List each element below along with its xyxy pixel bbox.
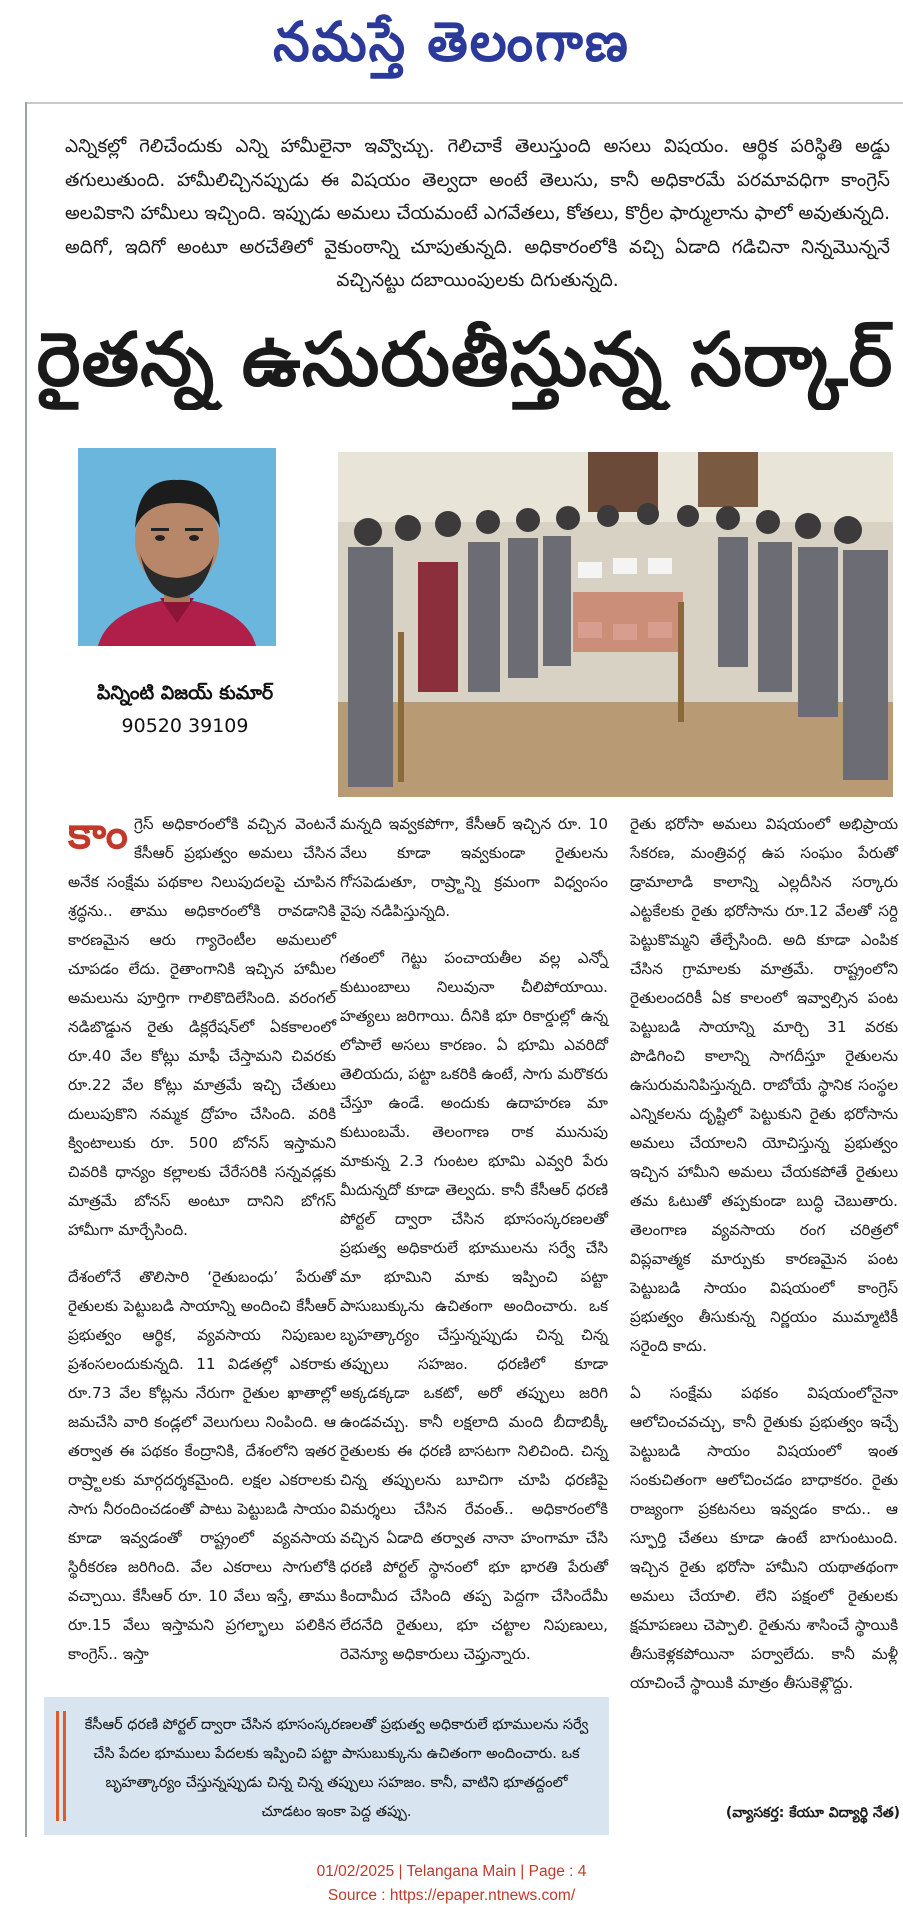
column-1-paragraph-1 xyxy=(68,810,336,1245)
author-portrait xyxy=(78,448,276,646)
intro-paragraph: ఎన్నికల్లో గెలిచేందుకు ఎన్ని హామీలైనా ఇవ్వొచ్చు. గెలిచాకే తెలుస్తుంది అసలు విషయం. ఆర్థిక పరిస్థితి అడ్డు తగులుతుంది. హామీలిచ్చినప్పుడు ఈ విషయం తెల్వదా అంటే తెలుసు, కానీ అధికారమే పరమావధిగా కాంగ్రెస్ అలవికాని హామీలు ఇచ్చింది. ఇప్పుడు అమలు చేయమంటే ఎగవేతలు, కోతలు, కొర్రీల ఫార్ములాను ఫాలో అవుతున్నది. అదిగో, ఇదిగో అంటూ అరచేతిలో వైకుంఠాన్ని చూపుతున్నది. అధికారంలోకి వచ్చి ఏడాది గడిచినా నిన్నమొన్ననే వచ్చినట్టు దబాయింపులకు దిగుతున్నది. xyxy=(65,136,890,291)
headline: రైతన్న ఉసురుతీస్తున్న సర్కార్ xyxy=(36,317,894,403)
footer-date-edition: 01/02/2025 | Telangana Main | Page : 4 xyxy=(316,1863,587,1880)
author-note: (వ్యాసకర్త: కేయూ విద్యార్థి నేత) xyxy=(725,1805,900,1821)
author-phone: 90520 39109 xyxy=(121,715,249,737)
column-1-paragraph-1-text: గ్రెస్ అధికారంలోకి వచ్చిన వెంటనే కేసీఆర్ ప్రభుత్వం అమలు చేసిన అనేక సంక్షేమ పథకాల నిలుపుదలపై చూపిన శ్రద్ధను.. తాము అధికారంలోకి రావడానికి కారణమైన ఆరు గ్యారెంటీల అమలులో చూపడం లేదు. రైతాంగానికి ఇచ్చిన హామీల అమలును పూర్తిగా గాలికొదిలేసింది. వరంగల్ నడిబొడ్డున రైతు డిక్లరేషన్‌లో ఏకకాలంలో రూ.40 వేల కోట్లు మాఫీ చేస్తామని చివరకు రూ.22 వేల కోట్లు మాత్రమే ఇచ్చి చేతులు దులుపుకొని నమ్మక ద్రోహం చేసింది. వరికి క్వింటాలుకు రూ. 500 బోనస్ ఇస్తామని చివరికి ధాన్యం కల్లాలకు చేరేసరికి సన్నవడ్లకు మాత్రమే బోనస్ అంటూ దానిని బోగస్ హామీగా మార్చేసింది. xyxy=(68,815,336,1239)
article-column-3 xyxy=(630,810,898,1716)
masthead-title: నమస్తే తెలంగాణ xyxy=(273,10,630,75)
pull-quote-bar xyxy=(56,1711,59,1821)
column-1-paragraph-2: దేశంలోనే తొలిసారి ‘రైతుబంధు’ పేరుతో రైతులకు పెట్టుబడి సాయాన్ని అందించి కేసీఆర్ ప్రభుత్వం ఆర్థిక, వ్యవసాయ నిపుణుల ప్రశంసలందుకున్నది. 11 విడతల్లో ఎకరాకు రూ.73 వేల కోట్లను నేరుగా రైతుల ఖాతాల్లో జమచేసి వారి కండ్లలో వెలుగులు నింపింది. ఆ తర్వాత ఈ పథకం కేంద్రానికి, దేశంలోని ఇతర రాష్ర్టాలకు మార్గదర్శకమైంది. లక్షల ఎకరాలకు సాగు నీరందించడంతో పాటు పెట్టుబడి సాయం కూడా ఇవ్వడంతో రాష్ట్రంలో వ్యవసాయ స్థిరీకరణ జరిగింది. వేల ఎకరాలు సాగులోకి వచ్చాయి. కేసీఆర్ రూ. 10 వేలు ఇస్తే, తాము రూ.15 వేలు ఇస్తామని ప్రగల్భాలు పలికిన కాంగ్రెస్.. ఇస్తా xyxy=(68,1268,336,1663)
author-name: పిన్నింటి విజయ్ కుమార్ xyxy=(96,682,274,704)
farmers-protest-photo xyxy=(338,452,893,797)
pull-quote-bar xyxy=(63,1711,66,1821)
column-3-paragraph-1: రైతు భరోసా అమలు విషయంలో అభిప్రాయ సేకరణ, మంత్రివర్గ ఉప సంఘం పేరుతో డ్రామాలాడి కాలాన్ని ఎల్లదీసిన సర్కారు ఎట్టకేలకు రైతు భరోసాను రూ.12 వేలతో సర్ది పెట్టుకొమ్మని తేల్చేసింది. అది కూడా ఎంపిక చేసిన గ్రామాలకు మాత్రమే. రాష్ట్రంలోని రైతులందరికీ ఏక కాలంలో ఇవ్వాల్సిన పంట పెట్టుబడి సాయాన్ని మార్చి 31 వరకు పొడిగించి కాలాన్ని సాగదీస్తూ రైతులను ఉసురుమనిపిస్తున్నది. రాబోయే స్థానిక సంస్థల ఎన్నికలను దృష్టిలో పెట్టుకుని రైతు భరోసాను అమలు చేయాలని యోచిస్తున్న ప్రభుత్వం ఇచ్చిన హామీని అమలు చేయకపోతే రైతులు తమ ఓటుతో తప్పకుండా బుద్ధి చెబుతారు. తెలంగాణ వ్యవసాయ రంగ చరిత్రలో విప్లవాత్మక మార్పుకు కారణమైన పంట పెట్టుబడి సాయం విషయంలో కాంగ్రెస్ ప్రభుత్వం తీసుకున్న నిర్ణయం ముమ్మాటికీ సరైంది కాదు. xyxy=(630,815,898,1355)
article-column-1 xyxy=(68,810,336,1687)
column-2-paragraph-1: మన్నది ఇవ్వకపోగా, కేసీఆర్ ఇచ్చిన రూ. 10 వేలు కూడా ఇవ్వకుండా రైతులను గోసపెడుతూ, రాష్ర్టాన్ని క్రమంగా విధ్వంసం వైపు నడిపిస్తున్నది. xyxy=(340,815,608,920)
column-3-paragraph-2: ఏ సంక్షేమ పథకం విషయంలోనైనా ఆలోచించవచ్చు, కానీ రైతుకు ప్రభుత్వం ఇచ్చే పెట్టుబడి సాయం విషయంలో ఇంత సంకుచితంగా ఆలోచించడం బాధాకరం. రైతు రాజ్యంగా ప్రకటనలు ఇవ్వడం కాదు.. ఆ స్ఫూర్తి చేతలు కూడా ఉంటే బాగుంటుంది. ఇచ్చిన రైతు భరోసా హామీని యథాతథంగా అమలు చేయాలి. లేని పక్షంలో రైతులకు క్షమాపణలు చెప్పాలి. రైతును శాసించే స్థాయికి తీసుకెళ్లకపోయినా పర్వాలేదు. కానీ మళ్లీ యాచించే స్థాయికి మాత్రం తీసుకెళ్లొద్దు. xyxy=(630,1384,898,1692)
drop-cap: కాం xyxy=(68,808,128,859)
pull-quote-bars xyxy=(56,1711,70,1821)
masthead xyxy=(0,0,903,98)
left-divider xyxy=(25,102,27,1837)
column-2-paragraph-2: గతంలో గెట్టు పంచాయతీల వల్ల ఎన్నో కుటుంబాలు నిలువునా చీలిపోయాయి. హత్యలు జరిగాయి. దీనికి భూ రికార్డుల్లో ఉన్న లోపాలే అసలు కారణం. ఏ భూమి ఎవరిదో తెలియదు, పట్టా ఒకరికి ఉంటే, సాగు మరొకరు చేస్తూ ఉండే. అందుకు ఉదాహరణ మా కుటుంబమే. తెలంగాణ రాక మునుపు మాకున్న 2.3 గుంటల భూమి ఎవ్వరి పేరు మీదున్నదో కూడా తెల్వదు. కానీ కేసీఆర్ ధరణి పోర్టల్ ద్వారా చేసిన భూసంస్కరణలతో ప్రభుత్వ అధికారులే భూములను సర్వే చేసి మా భూమిని మాకు ఇప్పించి పట్టా పాసుబుక్కును ఉచితంగా అందించారు. ఒక బృహత్కార్యం చేస్తున్నప్పుడు చిన్న చిన్న తప్పులు సహజం. ధరణిలో కూడా అక్కడక్కడా ఒకటో, అరో తప్పులు జరిగి ఉండవచ్చు. కానీ లక్షలాది మంది బీదాబిక్కీ రైతులకు ఈ ధరణి బాసటగా నిలిచింది. చిన్న చిన్న తప్పులను బూచిగా చూపి ధరణిపై విమర్శలు చేసిన రేవంత్.. అధికారంలోకి వచ్చిన ఏడాది తర్వాత నానా హంగామా చేసి ధరణి పోర్టల్ స్థానంలో భూ భారతి పేరుతో కిందామీద చేసింది తప్ప పెద్దగా చేసిందేమీ లేదనేది రైతులు, భూ చట్టాల నిపుణులు, రెవెన్యూ అధికారులు చెప్తున్నారు. xyxy=(340,949,608,1663)
top-divider xyxy=(25,102,903,104)
pull-quote-text: కేసీఆర్ ధరణి పోర్టల్ ద్వారా చేసిన భూసంస్కరణలతో ప్రభుత్వ అధికారులే భూములను సర్వే చేసి పేదల భూములు పేదలకు ఇప్పించి పట్టా పాసుబుక్కును ఉచితంగా అందించారు. ఒక బృహత్కార్యం చేస్తున్నప్పుడు చిన్న చిన్న తప్పులు సహజం. కానీ, వాటిని భూతద్దంలో చూడటం ఇంకా పెద్ద తప్పు. xyxy=(84,1717,589,1820)
article-column-2 xyxy=(340,810,608,1687)
pull-quote-box xyxy=(44,1697,609,1835)
footer-source-link[interactable]: Source : https://epaper.ntnews.com/ xyxy=(327,1887,576,1904)
